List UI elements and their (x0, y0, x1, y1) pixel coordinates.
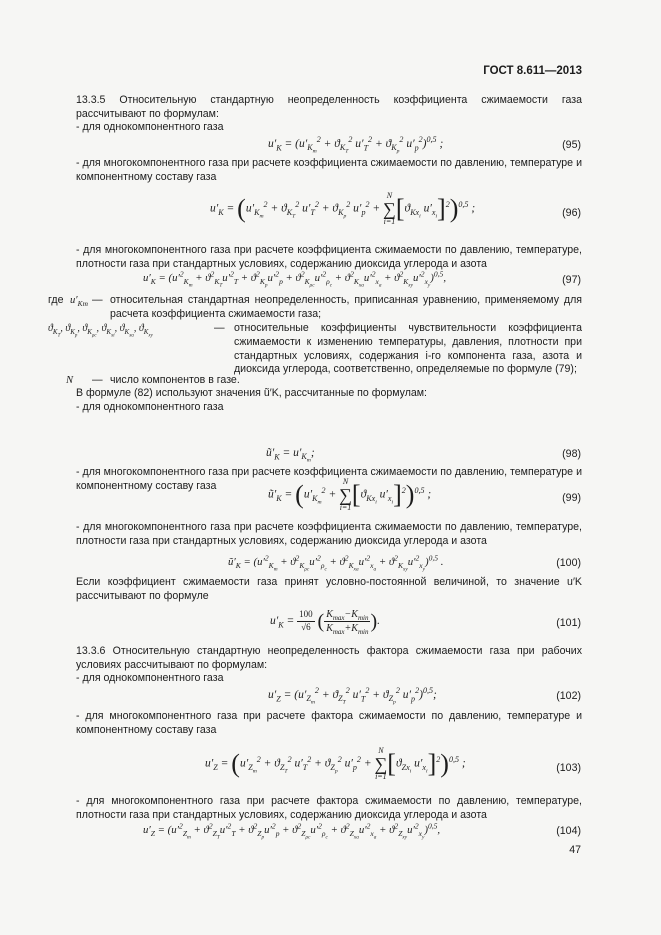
def1-dash: — (92, 294, 103, 306)
section-13-3-6-intro: 13.3.6 Относительную стандартную неопределенность фактора сжимаемости газа при рабочих условиях рассчитывают по формулам: (76, 645, 582, 671)
def3-dash: — (92, 374, 103, 386)
formula-104: $u'_Z = (u'^2_{Z_т} + ϑ^2_{Z_T}u'^2_T + ϑ^2_{Z_p}u'^2_p + ϑ^2_{Z_{\rho c}}u'^2_{\rho_c} + ϑ^2_{Z_{xa}}u'^2_{x_a} + ϑ^2_{Z_{xy}}u'^2_{x_y})^{0,5}$, (143, 821, 441, 841)
equation-number-96: (96) (562, 207, 581, 219)
formula-98: $ũ'_K = u'_{K_т}$; (266, 447, 315, 464)
formula-103: $u'_Z = (u'_{Z_т}^2 + ϑ_{Z_T}^2$ $u'_T^2 + ϑ_{Z_p}^2$ $u'_p^2$ + N ∑ i=1 [$ϑ_{Zx_i}$ $u'_{x_i}]^2)^{0,5}$ ; (205, 746, 466, 781)
multi-component-label-z-2: - для многокомпонентного газа при расчете фактора сжимаемости по давлению, температуре, плотности газа при стандартных условиях, содержанию диоксида углерода и азота (76, 795, 582, 821)
where-label: где (48, 294, 64, 306)
def3-text: число компонентов в газе. (110, 374, 240, 386)
equation-number-102: (102) (556, 690, 581, 702)
section-13-3-5-intro: 13.3.5 Относительную стандартную неопределенность коэффициента сжимаемости газа рассчитывают по формулам: (76, 94, 582, 120)
equation-number-101: (101) (556, 617, 581, 629)
def2-dash: — (214, 322, 225, 334)
equation-number-100: (100) (556, 557, 581, 569)
formula-95: $u'_K = (u'_{K_т}^2 + ϑ_{K_T}^2$ $u'_T^2 + ϑ_{K_p}^2$ $u'_p^2)^{0,5}$ ; (268, 135, 444, 155)
formula-100: $ũ'_K = (u'^2_{K_т} + ϑ^2_{K_{\rho c}}u'^2_{\rho_c} + ϑ^2_{K_{xa}}u'^2_{x_a} + ϑ^2_{K_{xy}}u'^2_{x_y})^{0,5}$ . (228, 553, 444, 573)
equation-number-99: (99) (562, 492, 581, 504)
formula-102: $u'_Z = (u'_{Z_т}^2 + ϑ_{Z_T}^2$ $u'_T^2 + ϑ_{Z_p}^2$ $u'_p^2)^{0,5}$; (268, 686, 437, 706)
equation-number-95: (95) (562, 139, 581, 151)
equation-number-97: (97) (562, 274, 581, 286)
def1-text: относительная стандартная неопределенность, приписанная уравнению, применяемому для расчета коэффициента сжимаемости газа; (110, 294, 582, 320)
multi-component-label-2: - для многокомпонентного газа при расчете коэффициента сжимаемости по давлению, температуре, плотности газа при стандартных условиях, содержанию диоксида углерода и азота (76, 244, 582, 270)
def2-text: относительные коэффициенты чувствительности коэффициента сжимаемости к изменению температуры, давления, плотности при стандартных условиях, содержания i-го компонента газа, азота и диоксида углерода, соответственно, определяемые по формуле (79); (234, 322, 582, 376)
formula-101: $u'_K$ = $\frac{100}{√6}$ ( $\frac{K_{max}-K_{min}}{K_{max}+K_{min}}$ ). (270, 609, 381, 636)
formula-97: $u'_K = (u'^2_{K_т} + ϑ^2_{K_T}u'^2_T + ϑ^2_{K_p}u'^2_p + ϑ^2_{K_{\rho c}}u'^2_{\rho_c} + ϑ^2_{K_{xa}}u'^2_{x_a} + ϑ^2_{K_{xy}}u'^2_{x_y})^{0,5}$, (143, 269, 447, 289)
formula-82-note: В формуле (82) используют значения ũ′K, рассчитанные по формулам: (76, 387, 427, 399)
def2-symbols: $ϑ_{K_T}$, $ϑ_{K_p}$, $ϑ_{K_{\rho c}}$, $ϑ_{K_{xi}}$, $ϑ_{K_{xa}}$, $ϑ_{K_{xy}}$ (48, 323, 153, 339)
equation-number-104: (104) (556, 825, 581, 837)
constant-note: Если коэффициент сжимаемости газа принят условно-постоянной величиной, то значение u′K рассчитывают по формуле (76, 576, 582, 602)
multi-component-label-3: - для многокомпонентного газа при расчете коэффициента сжимаемости по давлению, температуре и компонентному составу газа (76, 466, 582, 492)
page-number: 47 (569, 844, 581, 856)
equation-number-98: (98) (562, 448, 581, 460)
standard-header: ГОСТ 8.611—2013 (483, 65, 582, 77)
equation-number-103: (103) (556, 762, 581, 774)
formula-99: $ũ'_K = (u'_{K_т}^2$ + N ∑ i=1 [$ϑ_{Kx_i}$ $u'_{x_i}]^2)^{0,5}$ ; (268, 477, 432, 512)
single-component-label-2: - для однокомпонентного газа (76, 401, 224, 413)
def1-symbol: $u'_{Kт}$ (70, 295, 88, 309)
multi-component-label-z: - для многокомпонентного газа при расчете фактора сжимаемости по давлению, температуре и компонентному составу газа (76, 710, 582, 736)
multi-component-label-4: - для многокомпонентного газа при расчете коэффициента сжимаемости по давлению, температуре, плотности газа при стандартных условиях, содержанию диоксида углерода и азота (76, 521, 582, 547)
single-component-label-z: - для однокомпонентного газа (76, 672, 224, 684)
single-component-label: - для однокомпонентного газа (76, 121, 224, 133)
def3-symbol: N (66, 375, 74, 386)
multi-component-label: - для многокомпонентного газа при расчете коэффициента сжимаемости по давлению, температуре и компонентному составу газа (76, 157, 582, 183)
formula-96: $u'_K = (u'_{K_т}^2 + ϑ_{K_T}^2$ $u'_T^2 + ϑ_{K_p}^2$ $u'_p^2$ + N ∑ i=1 [$ϑ_{Kx_i}$ $u'_{x_i}]^2)^{0,5}$ ; (210, 191, 476, 226)
